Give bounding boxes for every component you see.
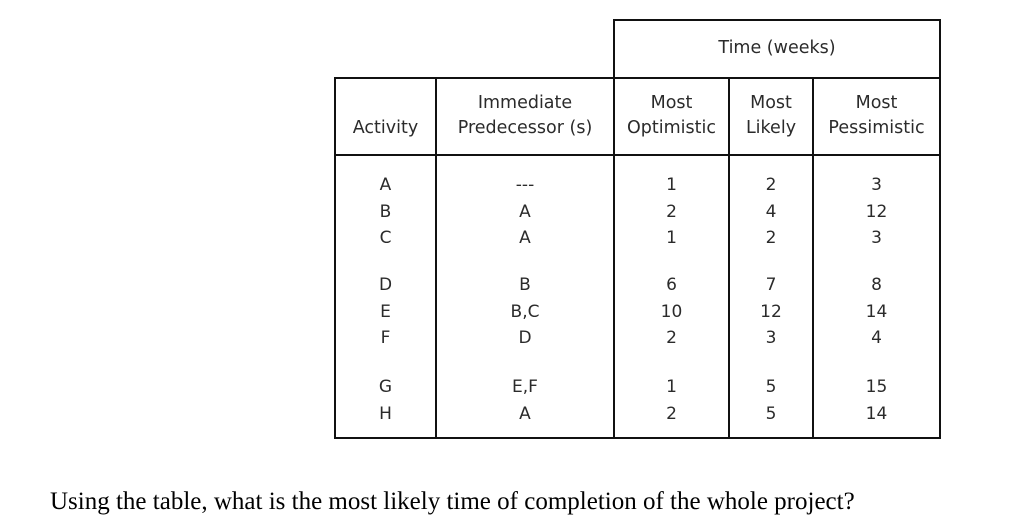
optimistic-cell: 1 [666, 175, 677, 195]
activity-cell: A [379, 175, 392, 195]
pessimistic-cell: 4 [871, 328, 882, 348]
predecessor-cell: D [518, 328, 532, 348]
likely-cell: 2 [765, 175, 777, 195]
predecessor-cell: A [519, 403, 531, 424]
pessimistic-cell: 14 [865, 301, 888, 322]
likely-cell: 12 [760, 301, 782, 322]
pessimistic-cell: 15 [865, 377, 888, 397]
predecessor-cell: A [519, 228, 531, 248]
predecessor-cell: --- [515, 175, 535, 195]
question-text: Using the table, what is the most likely time of completion of the whole project? [50, 488, 855, 515]
predecessor-cell: B,C [510, 301, 540, 322]
activity-cell: C [379, 228, 392, 248]
likely-cell: 3 [765, 328, 777, 348]
table-row-group [336, 172, 435, 252]
optimistic-header-line2: Optimistic [627, 118, 716, 138]
pessimistic-cell: 3 [871, 175, 882, 195]
likely-cell: 7 [765, 275, 777, 295]
pessimistic-header-line2: Pessimistic [828, 118, 925, 138]
pessimistic-cell: 14 [865, 403, 888, 424]
pessimistic-cell: 8 [871, 275, 882, 295]
pessimistic-header-line1: Most [855, 93, 898, 113]
likely-cell: 2 [765, 228, 777, 248]
activity-cell: G [378, 377, 393, 397]
optimistic-cell: 2 [666, 201, 677, 222]
predecessor-cell: E,F [512, 377, 538, 397]
likely-cell: 5 [765, 377, 777, 397]
activity-header: Activity [352, 118, 419, 138]
optimistic-header-line1: Most [650, 93, 693, 113]
optimistic-cell: 2 [666, 328, 677, 348]
predecessor-cell: B [519, 275, 531, 295]
activity-cell: B [379, 201, 392, 222]
likely-cell: 4 [765, 201, 777, 222]
optimistic-cell: 2 [666, 403, 677, 424]
predecessor-header-line2: Predecessor (s) [457, 118, 593, 138]
pessimistic-cell: 12 [865, 201, 888, 222]
activity-cell: D [378, 275, 393, 295]
table-row-group [336, 272, 435, 352]
predecessor-cell: A [519, 201, 531, 222]
predecessor-header-line1: Immediate [477, 93, 573, 113]
time-weeks-header: Time (weeks) [718, 38, 836, 58]
optimistic-cell: 1 [666, 377, 677, 397]
likely-cell: 5 [765, 403, 777, 424]
likely-header-line2: Likely [745, 118, 797, 138]
activity-cell: E [380, 301, 391, 322]
likely-header-line1: Most [750, 93, 792, 113]
table-row-group [336, 374, 435, 427]
optimistic-cell: 6 [666, 275, 677, 295]
optimistic-cell: 1 [666, 228, 677, 248]
activity-cell: H [379, 403, 392, 424]
pessimistic-cell: 3 [871, 228, 882, 248]
activity-cell: F [380, 328, 391, 348]
optimistic-cell: 10 [660, 301, 683, 322]
